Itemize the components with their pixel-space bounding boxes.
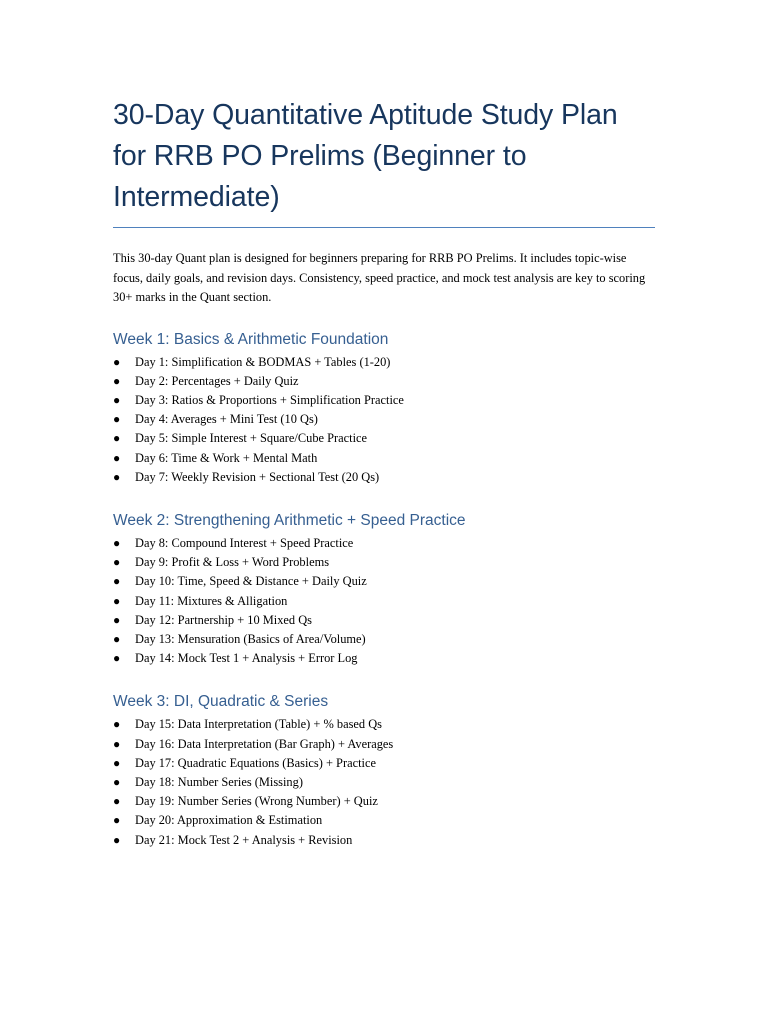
day-text: Day 2: Percentages + Daily Quiz: [135, 373, 299, 388]
list-item: [113, 534, 655, 553]
day-text: Day 14: Mock Test 1 + Analysis + Error Log: [135, 651, 358, 666]
bullet-dot-icon: ●: [113, 631, 121, 646]
day-text: Day 17: Quadratic Equations (Basics) + Practice: [135, 755, 376, 770]
list-item: [113, 353, 655, 372]
day-text: Day 16: Data Interpretation (Bar Graph) + Averages: [135, 736, 394, 751]
week-1-section: [113, 330, 655, 487]
week-heading: Week 2: Strengthening Arithmetic + Speed Practice: [113, 511, 466, 529]
day-text: Day 8: Compound Interest + Speed Practice: [135, 535, 354, 550]
list-item: [113, 735, 655, 754]
list-item: [113, 429, 655, 448]
title-divider: [113, 227, 655, 228]
document-title: 30-Day Quantitative Aptitude Study Plan for RRB PO Prelims (Beginner to Intermediate): [113, 99, 618, 213]
bullet-dot-icon: ●: [113, 574, 121, 589]
day-text: Day 7: Weekly Revision + Sectional Test (20 Qs): [135, 469, 380, 484]
week-2-section: [113, 511, 655, 668]
day-list: [113, 353, 655, 487]
day-text: Day 21: Mock Test 2 + Analysis + Revision: [135, 832, 353, 847]
list-item: [113, 468, 655, 487]
bullet-dot-icon: ●: [113, 535, 121, 550]
bullet-dot-icon: ●: [113, 555, 121, 570]
day-text: Day 10: Time, Speed & Distance + Daily Quiz: [135, 574, 367, 589]
week-heading: Week 1: Basics & Arithmetic Foundation: [113, 330, 389, 348]
list-item: [113, 649, 655, 668]
day-text: Day 11: Mixtures & Alligation: [135, 593, 288, 608]
list-item: [113, 715, 655, 734]
intro-paragraph: This 30-day Quant plan is designed for beginners preparing for RRB PO Prelims. It includes topic-wise focus, daily goals, and revision days. Consistency, speed practice, and mock test analysis are key to scoring 30+ marks in the Quant section.: [113, 251, 646, 304]
day-text: Day 20: Approximation & Estimation: [135, 813, 323, 828]
list-item: [113, 572, 655, 591]
list-item: [113, 449, 655, 468]
document-page: [113, 95, 655, 850]
bullet-dot-icon: ●: [113, 373, 121, 388]
list-item: [113, 831, 655, 850]
day-text: Day 9: Profit & Loss + Word Problems: [135, 555, 330, 570]
day-text: Day 5: Simple Interest + Square/Cube Practice: [135, 431, 368, 446]
bullet-dot-icon: ●: [113, 431, 121, 446]
bullet-dot-icon: ●: [113, 813, 121, 828]
bullet-dot-icon: ●: [113, 755, 121, 770]
day-text: Day 19: Number Series (Wrong Number) + Quiz: [135, 794, 378, 809]
list-item: [113, 611, 655, 630]
bullet-dot-icon: ●: [113, 450, 121, 465]
bullet-dot-icon: ●: [113, 469, 121, 484]
list-item: [113, 553, 655, 572]
day-text: Day 4: Averages + Mini Test (10 Qs): [135, 412, 318, 427]
bullet-dot-icon: ●: [113, 612, 121, 627]
list-item: [113, 630, 655, 649]
day-text: Day 15: Data Interpretation (Table) + % based Qs: [135, 717, 382, 732]
day-list: [113, 715, 655, 849]
list-item: [113, 773, 655, 792]
bullet-dot-icon: ●: [113, 412, 121, 427]
day-text: Day 18: Number Series (Missing): [135, 774, 303, 789]
bullet-dot-icon: ●: [113, 794, 121, 809]
bullet-dot-icon: ●: [113, 354, 121, 369]
list-item: [113, 391, 655, 410]
bullet-dot-icon: ●: [113, 774, 121, 789]
bullet-dot-icon: ●: [113, 593, 121, 608]
week-heading: Week 3: DI, Quadratic & Series: [113, 693, 329, 711]
list-item: [113, 410, 655, 429]
bullet-dot-icon: ●: [113, 736, 121, 751]
day-list: [113, 534, 655, 668]
day-text: Day 12: Partnership + 10 Mixed Qs: [135, 612, 312, 627]
list-item: [113, 792, 655, 811]
day-text: Day 3: Ratios & Proportions + Simplification Practice: [135, 392, 404, 407]
list-item: [113, 372, 655, 391]
day-text: Day 6: Time & Work + Mental Math: [135, 450, 318, 465]
bullet-dot-icon: ●: [113, 651, 121, 666]
list-item: [113, 811, 655, 830]
bullet-dot-icon: ●: [113, 392, 121, 407]
list-item: [113, 754, 655, 773]
week-3-section: [113, 692, 655, 849]
bullet-dot-icon: ●: [113, 832, 121, 847]
day-text: Day 13: Mensuration (Basics of Area/Volume): [135, 631, 366, 646]
day-text: Day 1: Simplification & BODMAS + Tables (1-20): [135, 354, 391, 369]
list-item: [113, 592, 655, 611]
bullet-dot-icon: ●: [113, 717, 121, 732]
